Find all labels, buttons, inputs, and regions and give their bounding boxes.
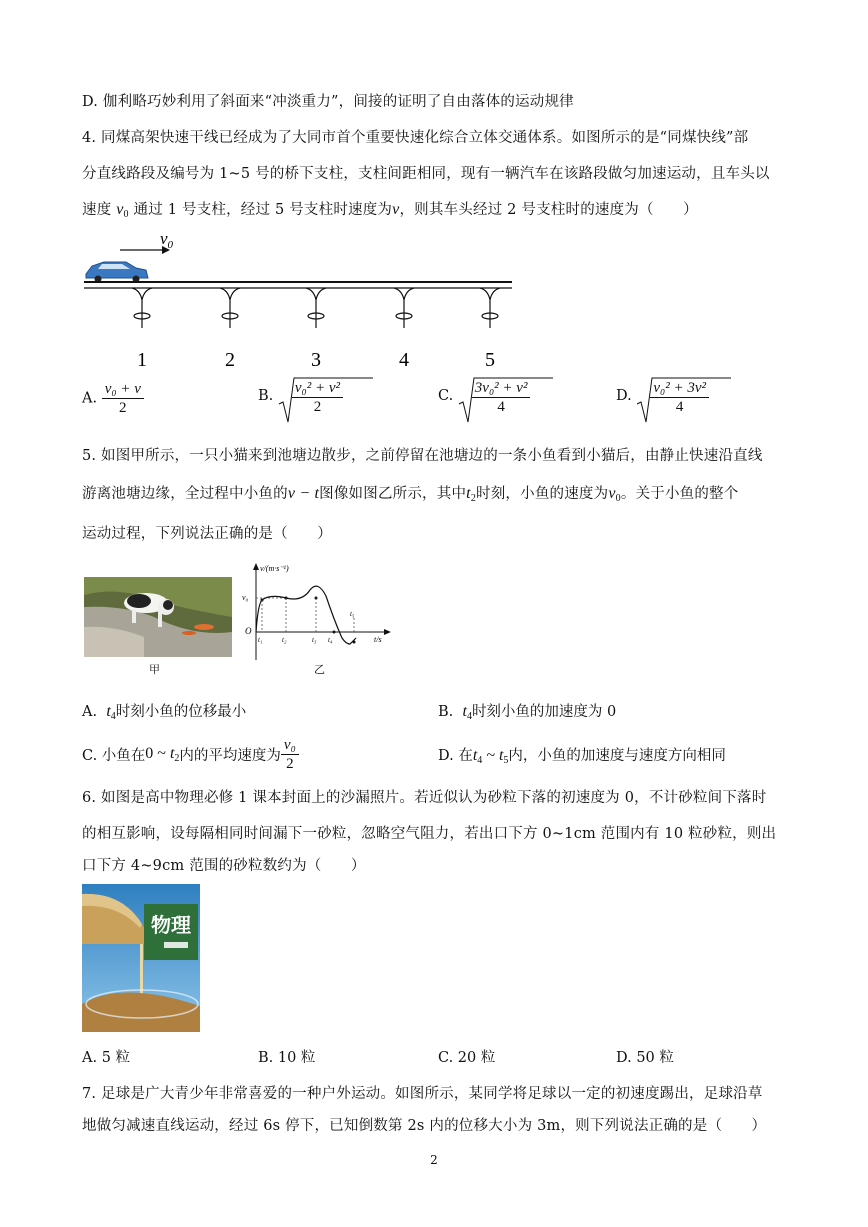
q7-line-2: 地做匀减速直线运动，经过 6s 停下，已知倒数第 2s 内的位移大小为 3m，则下列说法正确的是（ ） bbox=[82, 1118, 767, 1134]
pillar-label-1: 1 bbox=[137, 349, 147, 371]
q4-line-1: 4. 同煤高架快速干线已经成为了大同市首个重要快速化综合立体交通体系。如图所示的是“同煤快线”部 bbox=[82, 130, 749, 146]
q4-option-c: C. $\frac{\text{3v₀² + v²}}{4}$ bbox=[438, 376, 530, 416]
q6-option-b: B. 10 粒 bbox=[258, 1050, 316, 1066]
q4-option-b: B. $\frac{\text{v₀² + v²}}{2}$ bbox=[258, 376, 343, 416]
graph-origin: O bbox=[245, 626, 252, 636]
physics-book-cover bbox=[82, 884, 200, 1032]
q5-option-d: D. 在$t_4$ ~ $t_5$内，小鱼的加速度与速度方向相同 bbox=[438, 747, 726, 766]
graph-v0: v₀ bbox=[242, 593, 249, 602]
bridge-diagram bbox=[82, 228, 522, 373]
tick-t1: t₁ bbox=[258, 636, 263, 644]
t2-symbol: $t_2$ bbox=[466, 485, 477, 504]
arrow-v0-label: $v_0$ bbox=[160, 229, 174, 251]
vt-symbol: v − t bbox=[287, 485, 320, 502]
q4-text-a: 速度 bbox=[82, 202, 112, 218]
graph-xlabel: t/s bbox=[374, 635, 382, 644]
q5-line-3: 运动过程，下列说法正确的是（ ） bbox=[82, 526, 332, 542]
caption-yi: 乙 bbox=[314, 663, 325, 676]
pillar-label-3: 3 bbox=[311, 349, 321, 371]
q6-line-1: 6. 如图是高中物理必修 1 课本封面上的沙漏照片。若近似认为砂粒下落的初速度为 0，不计砂粒间下落时 bbox=[82, 790, 767, 806]
pillars bbox=[132, 288, 500, 328]
tick-t5: t₅ bbox=[350, 610, 355, 618]
tick-t3: t₃ bbox=[312, 636, 317, 644]
q4-option-d: D. $\frac{\text{v₀² + 3v²}}{4}$ bbox=[616, 376, 709, 416]
q4-text-b: 通过 1 号支柱，经过 5 号支柱时速度为 bbox=[133, 202, 393, 218]
q6-option-a: A. 5 粒 bbox=[82, 1050, 131, 1066]
pillar-label-5: 5 bbox=[485, 349, 495, 371]
page-number: 2 bbox=[430, 1153, 438, 1167]
q7-line-1: 7. 足球是广大青少年非常喜爱的一种户外运动。如图所示，某同学将足球以一定的初速度踢出，足球沿草 bbox=[82, 1086, 763, 1102]
v-symbol: v bbox=[392, 201, 400, 218]
pillar-label-2: 2 bbox=[225, 349, 235, 371]
q4-line-2: 分直线路段及编号为 1~5 号的桥下支柱，支柱间距相同，现有一辆汽车在该路段做匀加速运动，且车头以 bbox=[82, 166, 770, 182]
q6-line-2: 的相互影响，设每隔相同时间漏下一砂粒，忽略空气阻力，若出口下方 0~1cm 范围内有 10 粒砂粒，则出 bbox=[82, 826, 777, 842]
cat-pond-photo bbox=[84, 577, 232, 657]
book-title: 物理 bbox=[151, 913, 191, 937]
q4-line-3 bbox=[82, 198, 698, 220]
v0-symbol-q5: $v_0$ bbox=[608, 485, 621, 504]
vt-graph bbox=[238, 560, 398, 670]
q5-option-c: C. 小鱼在0 ~ $t_2$内的平均速度为 $\frac{\text{v₀}}{2}$ bbox=[82, 736, 299, 773]
q6-line-3: 口下方 4~9cm 范围的砂粒数约为（ ） bbox=[82, 858, 366, 874]
q5-line-2: 游离池塘边缘，全过程中小鱼的v − t图像如图乙所示，其中$t_2$时刻，小鱼的速度为$v_0$。关于小鱼的整个 bbox=[82, 485, 739, 504]
v0-symbol: $v_0$ bbox=[116, 201, 129, 220]
tick-t4: t₄ bbox=[328, 636, 333, 644]
graph-ylabel: v/(m·s⁻¹) bbox=[260, 564, 289, 573]
pillar-label-4: 4 bbox=[399, 349, 409, 371]
q5-option-b: B. $t_4$时刻小鱼的加速度为 0 bbox=[438, 703, 617, 722]
tick-t2: t₂ bbox=[282, 636, 287, 644]
q6-option-d: D. 50 粒 bbox=[616, 1050, 674, 1066]
q3-option-d: D. 伽利略巧妙利用了斜面来“冲淡重力”，间接的证明了自由落体的运动规律 bbox=[82, 94, 574, 110]
q5-option-a: A. $t_4$时刻小鱼的位移最小 bbox=[82, 703, 247, 722]
car-icon bbox=[86, 262, 148, 283]
q5-line-1: 5. 如图甲所示，一只小猫来到池塘边散步，之前停留在池塘边的一条小鱼看到小猫后，由静止快速沿直线 bbox=[82, 448, 763, 464]
q4-option-a: A. $\frac{\text{v₀ + v}}{2}$ bbox=[82, 380, 144, 417]
q4-text-c: ，则其车头经过 2 号支柱时的速度为（ ） bbox=[399, 202, 698, 218]
caption-jia: 甲 bbox=[149, 663, 160, 676]
q6-option-c: C. 20 粒 bbox=[438, 1050, 496, 1066]
